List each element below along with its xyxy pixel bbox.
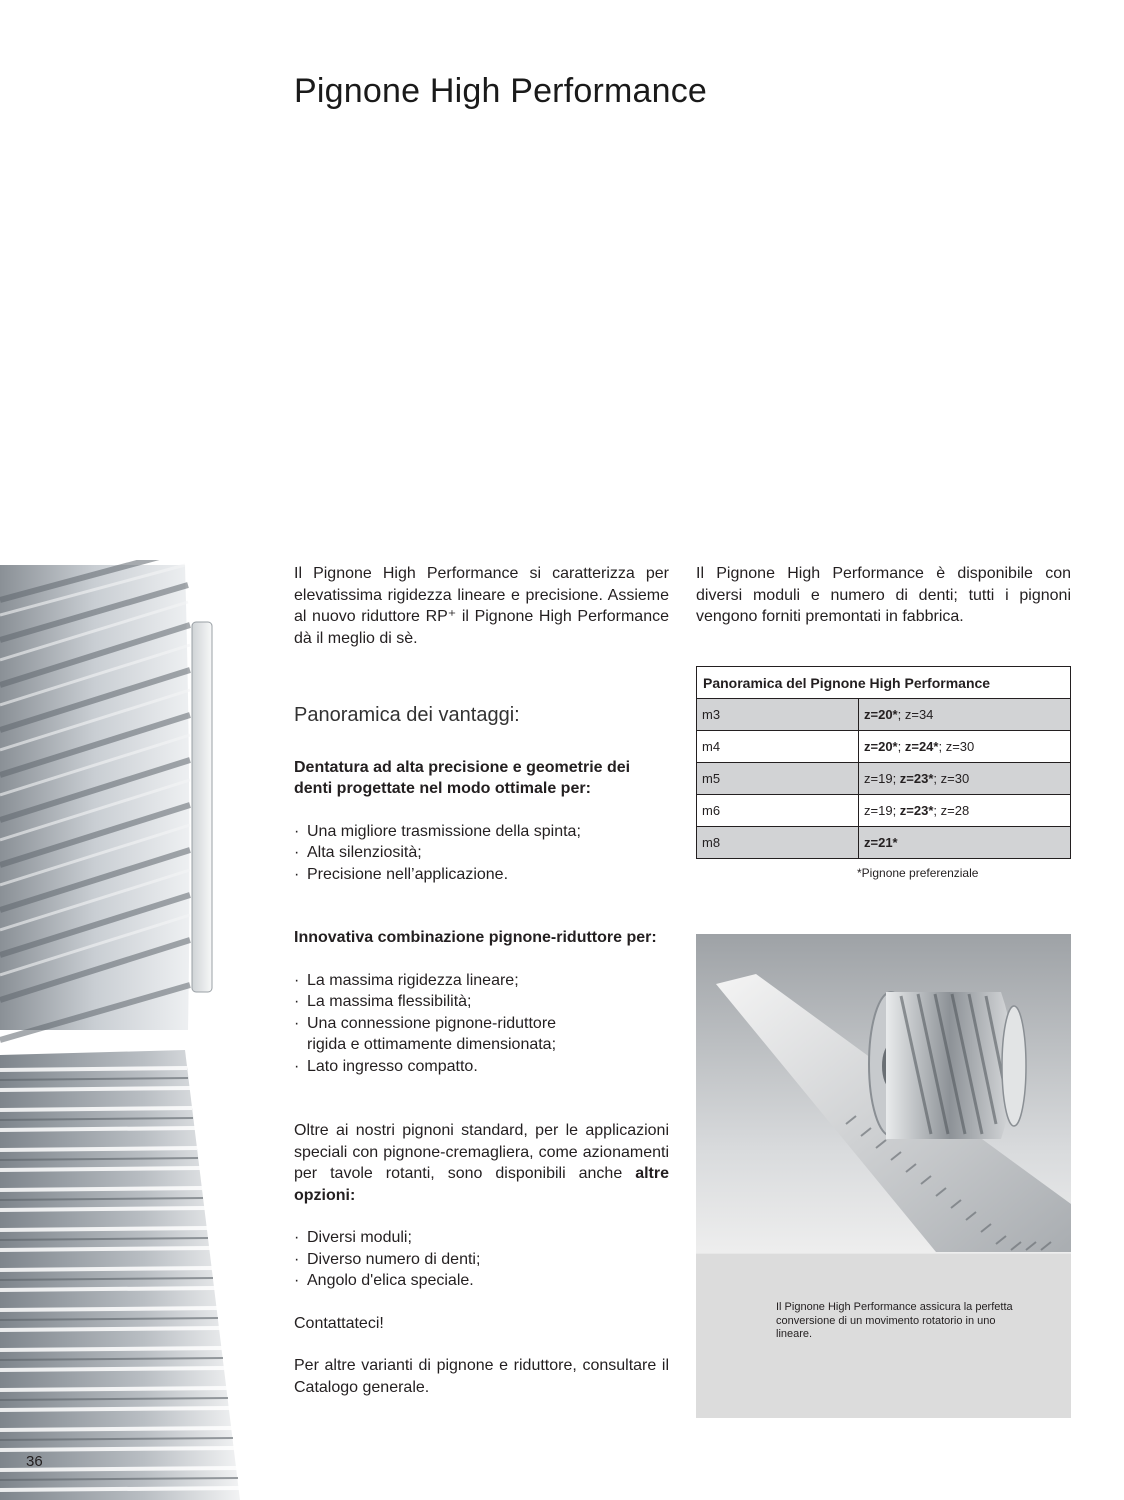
list-item: · Una connessione pignone-riduttore rigida e ottimamente dimensionata; xyxy=(294,1013,669,1056)
list-item: · Precisione nell’applicazione. xyxy=(294,864,669,886)
table-row xyxy=(697,731,1071,763)
table-cell-teeth: z=20*; z=24*; z=30 xyxy=(859,731,1071,763)
list-item: · La massima flessibilità; xyxy=(294,991,669,1013)
list-item: · Angolo d'elica speciale. xyxy=(294,1270,669,1292)
options-list xyxy=(294,1227,669,1292)
intro-right-text: Il Pignone High Performance è disponibile con diversi moduli e numero di denti; tutti i pignoni vengono forniti premontati in fabbrica. xyxy=(696,565,1071,625)
table-cell-module: m8 xyxy=(697,827,859,859)
pinion-rack-illustration xyxy=(696,934,1071,1418)
teeth-value: z=23* xyxy=(899,771,934,786)
table-title: Panoramica del Pignone High Performance xyxy=(697,667,1071,699)
table-cell-module: m4 xyxy=(697,731,859,763)
advantages-group1-title: Dentatura ad alta precisione e geometrie dei denti progettate nel modo ottimale per: xyxy=(294,758,631,797)
options-text xyxy=(294,1120,669,1206)
catalog-text: Per altre varianti di pignone e riduttore, consultare il Catalogo generale. xyxy=(294,1357,669,1396)
teeth-value: z=30 xyxy=(940,771,970,786)
advantages-group1-list xyxy=(294,821,669,886)
teeth-value: z=30 xyxy=(945,739,975,754)
intro-left-text: Il Pignone High Performance si caratterizza per elevatissima rigidezza lineare e precisione. Assieme al nuovo riduttore RP⁺ il Pignone High Performance dà il meglio di sè. xyxy=(294,565,669,647)
left-column xyxy=(294,563,669,1398)
teeth-value: z=20* xyxy=(864,707,898,722)
table-body xyxy=(697,699,1071,859)
list-item: · La massima rigidezza lineare; xyxy=(294,970,669,992)
list-item: · Una migliore trasmissione della spinta; xyxy=(294,821,669,843)
list-item: · Alta silenziosità; xyxy=(294,842,669,864)
table-footnote: *Pignone preferenziale xyxy=(857,866,979,880)
teeth-value: z=28 xyxy=(940,803,970,818)
table-cell-teeth: z=19; z=23*; z=30 xyxy=(859,763,1071,795)
gear-rack-photo xyxy=(0,560,250,1500)
table-cell-module: m6 xyxy=(697,795,859,827)
teeth-value: z=19 xyxy=(864,771,893,786)
teeth-value: z=20* xyxy=(864,739,898,754)
table-row xyxy=(697,795,1071,827)
teeth-value: z=19 xyxy=(864,803,893,818)
overview-table xyxy=(696,666,1071,859)
pinion-rack-photo xyxy=(696,934,1071,1418)
table-cell-module: m3 xyxy=(697,699,859,731)
advantages-heading: Panoramica dei vantaggi: xyxy=(294,704,520,726)
options-text-bold: altre opzioni: xyxy=(294,1165,669,1204)
teeth-value: z=24* xyxy=(904,739,939,754)
advantages-group2-title: Innovativa combinazione pignone-riduttore per: xyxy=(294,929,657,946)
advantages-group2-list xyxy=(294,970,669,1078)
table-cell-teeth: z=19; z=23*; z=28 xyxy=(859,795,1071,827)
list-item: · Lato ingresso compatto. xyxy=(294,1056,669,1078)
right-column xyxy=(696,563,1071,628)
table-row xyxy=(697,699,1071,731)
list-item: · Diversi moduli; xyxy=(294,1227,669,1249)
table-cell-teeth xyxy=(859,827,1071,859)
table-row xyxy=(697,827,1071,859)
contact-text: Contattateci! xyxy=(294,1314,384,1332)
page-title: Pignone High Performance xyxy=(294,72,708,110)
teeth-value: z=21* xyxy=(864,835,898,850)
list-item: · Diverso numero di denti; xyxy=(294,1249,669,1271)
table-cell-teeth: z=20*; z=34 xyxy=(859,699,1071,731)
photo-caption: Il Pignone High Performance assicura la perfetta conversione di un movimento rotatorio in uno lineare. xyxy=(776,1301,1013,1340)
table-row xyxy=(697,763,1071,795)
page-number: 36 xyxy=(26,1453,43,1470)
teeth-value: z=34 xyxy=(904,707,934,722)
teeth-value: z=23* xyxy=(899,803,934,818)
options-text-main: Oltre ai nostri pignoni standard, per le applicazioni speciali con pignone-cremagliera, come azionamenti per tavole rotanti, sono disponibili anche xyxy=(294,1122,669,1182)
table-cell-module: m5 xyxy=(697,763,859,795)
